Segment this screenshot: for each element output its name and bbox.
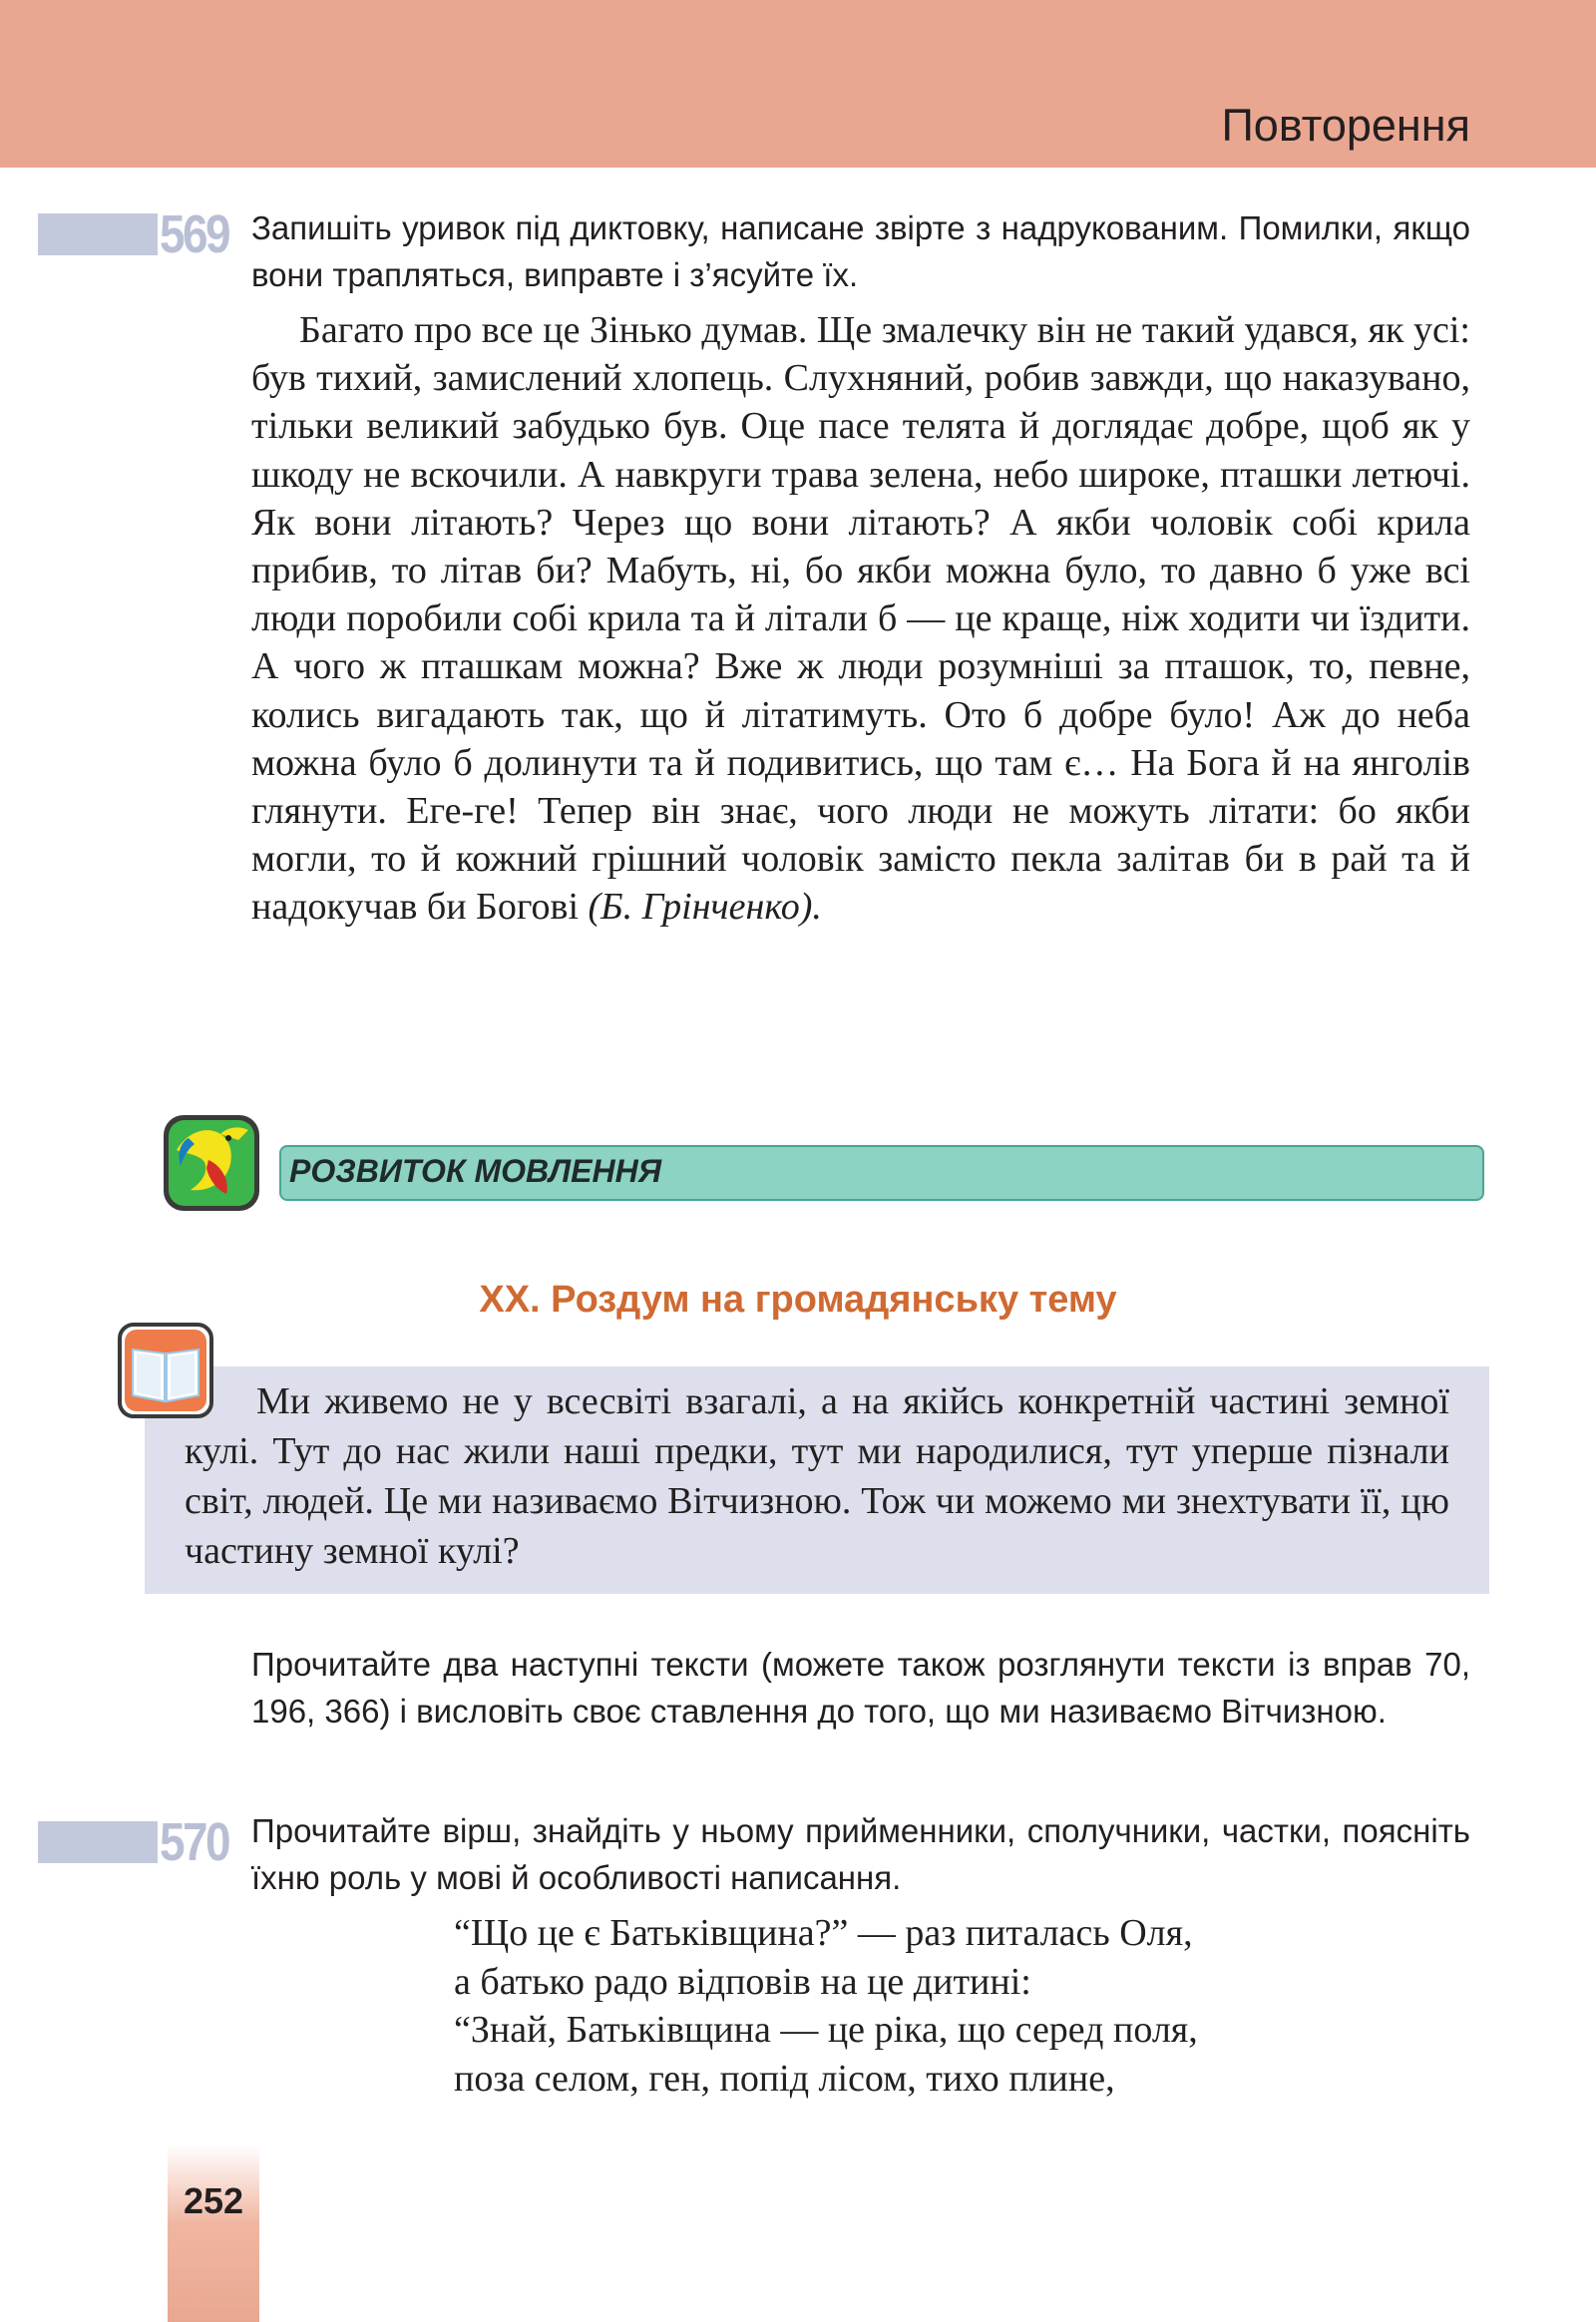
speech-development-label: РОЗВИТОК МОВЛЕННЯ xyxy=(289,1153,662,1189)
speech-development-icon xyxy=(164,1115,259,1211)
exercise-number-569: 569 xyxy=(160,204,228,264)
dictation-author: (Б. Грінченко). xyxy=(588,886,822,929)
development-task: Прочитайте два наступні тексти (можете також розглянути тексти із вправ 70, 196, 366) і висловіть своє ставлення до того, що ми називаємо Вітчизною. xyxy=(251,1646,1470,1730)
exercise-569-text xyxy=(251,306,1470,932)
quote-text xyxy=(185,1376,1449,1576)
poem-line: “Що це є Батьківщина?” — раз питалась Оля, xyxy=(454,1912,1193,1954)
section-title: XX. Роздум на громадянську тему xyxy=(479,1279,1117,1321)
poem-line: поза селом, ген, попід лісом, тихо плине, xyxy=(454,2057,1115,2100)
exercise-570-instruction: Прочитайте вірш, знайдіть у ньому прийменники, сполучники, частки, поясніть їхню роль у мові й особливості написання. xyxy=(251,1812,1470,1896)
page-number: 252 xyxy=(183,2180,244,2221)
poem-line: “Знай, Батьківщина — це ріка, що серед поля, xyxy=(454,2009,1198,2051)
exercise-marker-bar xyxy=(38,1821,158,1863)
page-number-strip xyxy=(168,2144,259,2322)
quote-content: Ми живемо не у всесвіті взагалі, а на якійсь конкретній частині земної кулі. Тут до нас жили наші предки, тут ми народилися, тут уперше пізнали світ, людей. Це ми називаємо Вітчизною. Тож чи можемо ми знехтувати її, цю частину земної кулі? xyxy=(185,1380,1449,1572)
exercise-569-instruction: Запишіть уривок під диктовку, написане звірте з надрукованим. Помилки, якщо вони трапляться, виправте і з’ясуйте їх. xyxy=(251,209,1470,293)
poem xyxy=(454,1909,1511,2103)
page-header-title: Повторення xyxy=(1221,100,1470,151)
exercise-number-570: 570 xyxy=(160,1812,228,1872)
dictation-text: Багато про все це Зінько думав. Ще змалечку він не такий удався, як усі: був тихий, замислений хлопець. Слухняний, робив завжди, що наказувано, тільки великий забудько був. Оце пасе телята й доглядає добре, щоб як у шкоду не вскочили. А навкруги трава зелена, небо широке, пташки летючі. Як вони літають? Через що вони літають? А якби чоловік собі крила прибив, то літав би? Мабуть, ні, бо якби можна було, то давно б уже всі люди поробили собі крила та й літали б — це краще, ніж ходити чи їздити. А чого ж пташкам можна? Вже ж люди розумніші за пташок, то, певне, колись вигадають так, що й літатимуть. Ото б добре було! Аж до неба можна було б долинути та й подивитись, що там є… На Бога й на янголів глянути. Еге-ге! Тепер він знає, чого люди не можуть літати: бо якби могли, то й кожний грішний чоловік замісто пекла залітав би в рай та й надокучав би Богові xyxy=(251,309,1470,929)
poem-line: а батько радо відповів на це дитині: xyxy=(454,1960,1031,2003)
bird-icon xyxy=(169,1120,254,1206)
exercise-marker-bar xyxy=(38,213,158,255)
